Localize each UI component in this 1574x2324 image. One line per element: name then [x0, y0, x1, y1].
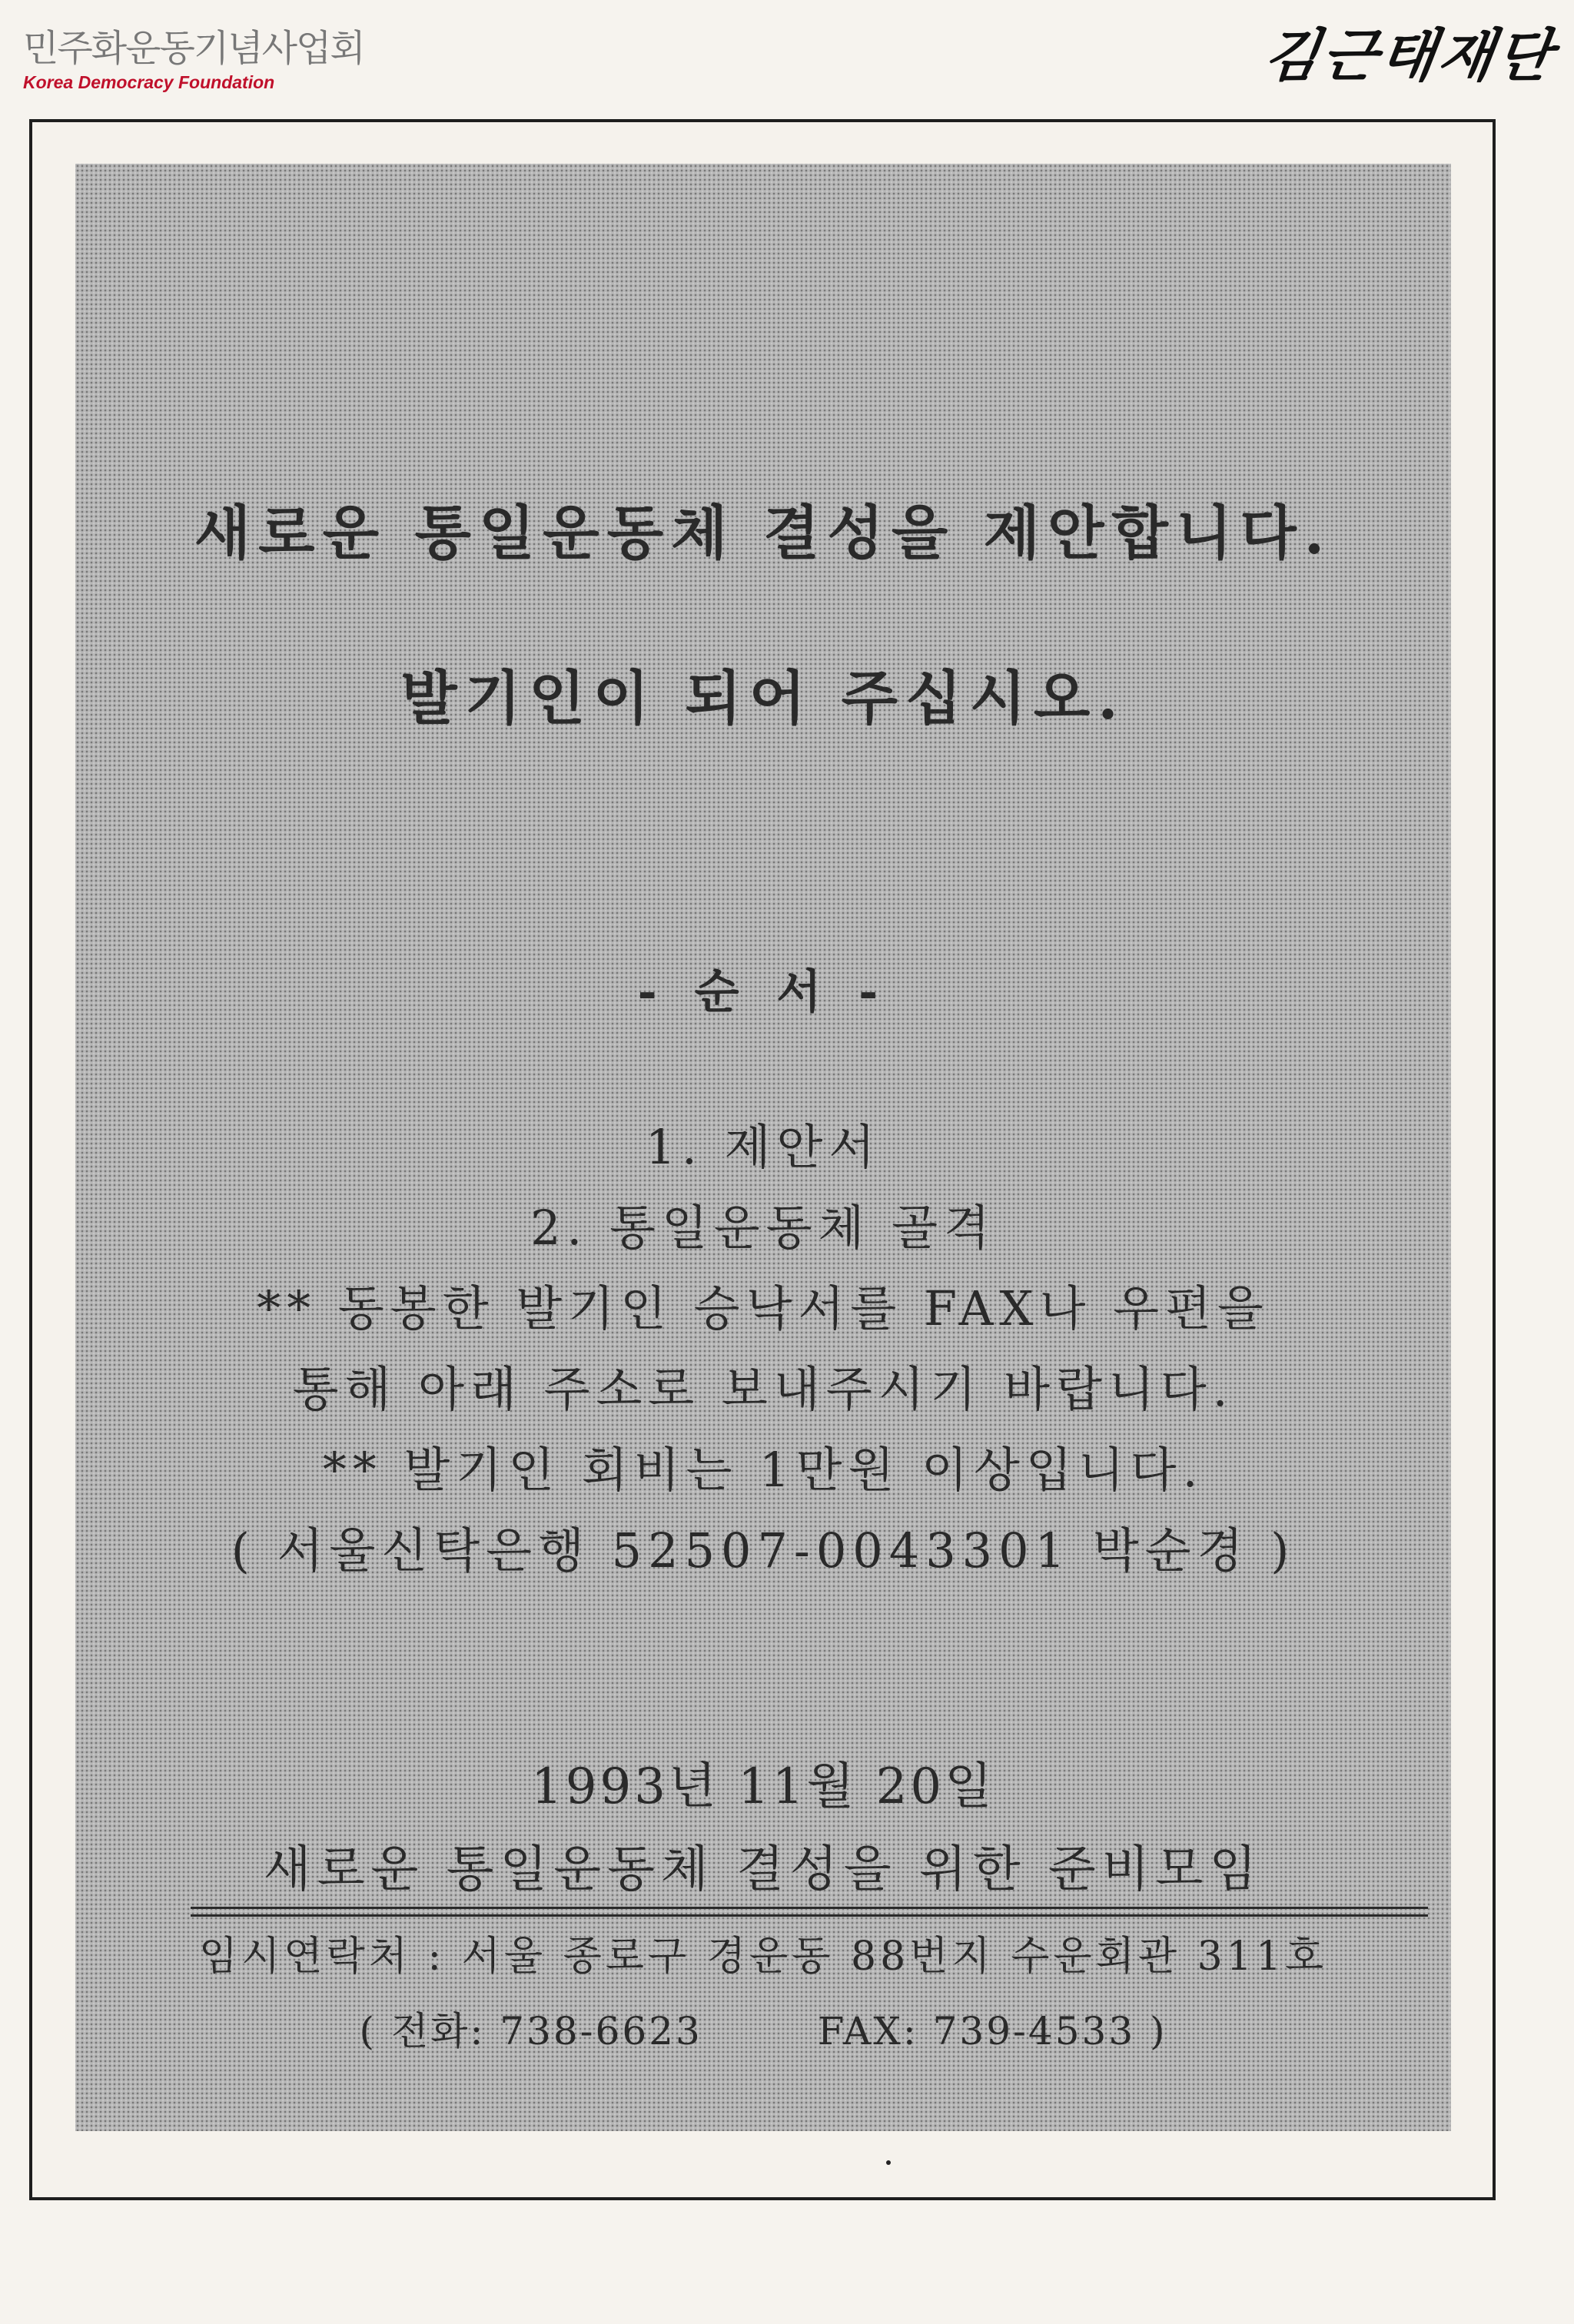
flyer-frame [29, 119, 1496, 2200]
fax-number: FAX: 739-4533 ) [817, 2009, 1167, 2053]
list-item: ** 동봉한 발기인 승낙서를 FAX나 우편을 [257, 1280, 1270, 1336]
issue-date: 1993년 11월 20일 [531, 1758, 995, 1815]
divider-line [191, 1907, 1428, 1909]
list-item: ( 서울신탁은행 52507-0043301 박순경 ) [231, 1522, 1296, 1579]
list-item: 2. 통일운동체 골격 [530, 1200, 996, 1256]
kdf-korean-name: 민주화운동기념사업회 [23, 27, 364, 70]
headline: 새로운 통일운동체 결성을 제안합니다. [194, 499, 1333, 567]
organization-name: 새로운 통일운동체 결성을 위한 준비모임 [263, 1841, 1264, 1898]
order-heading: - 순 서 - [637, 965, 889, 1019]
list-item: 1. 제안서 [645, 1119, 882, 1175]
kgt-logo-lettering: 김근태재단 [1259, 23, 1559, 89]
halftone-panel [75, 164, 1451, 2131]
subheadline: 발기인이 되어 주십시오. [400, 664, 1126, 732]
list-item: ** 발기인 회비는 1만원 이상입니다. [322, 1442, 1204, 1498]
divider-line [191, 1914, 1428, 1917]
list-item: 통해 아래 주소로 보내주시기 바랍니다. [292, 1361, 1234, 1417]
kim-geuntae-foundation-logo [1231, 14, 1559, 106]
korea-democracy-foundation-logo [23, 26, 364, 103]
speck-dot [886, 2160, 891, 2165]
kdf-english-name: Korea Democracy Foundation [23, 72, 275, 92]
contact-address: 임시연락처 : 서울 종로구 경운동 88번지 수운회관 311호 [198, 1934, 1328, 1980]
phone-number: ( 전화: 738-6623 [359, 2009, 702, 2053]
phone-fax-line [75, 2000, 1451, 2056]
